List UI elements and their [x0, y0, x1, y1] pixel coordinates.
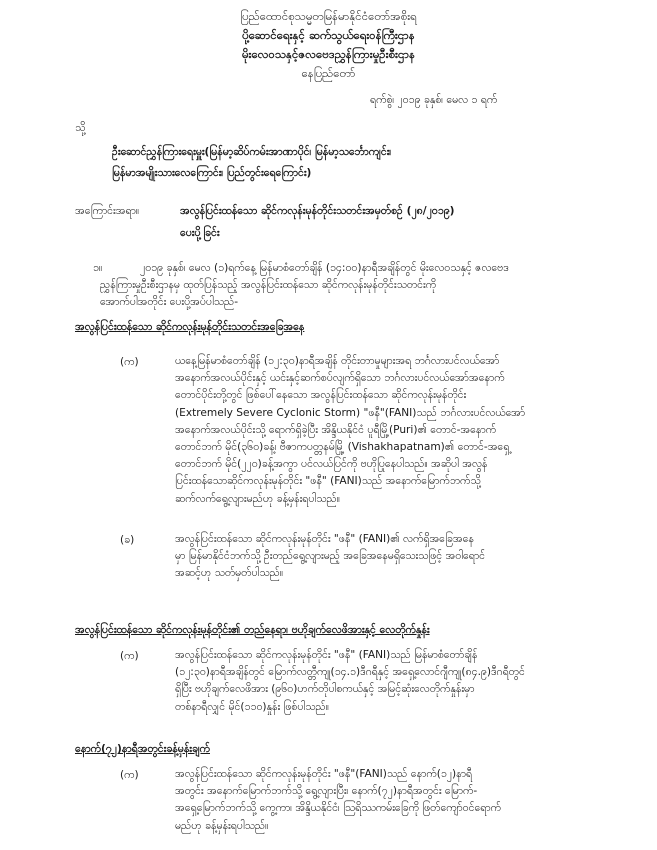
header-line-city: နေပြည်တော်: [301, 66, 356, 80]
text-line: အရှေ့မြောက်ဘက်သို့ ကွေ့ကာ၊ အိန္ဒိယနိုင်ငံ၊ ဩရိဿကမ်းခြေကို ဖြတ်ကျော်ဝင်ရောက်: [175, 802, 502, 815]
item-paragraph-location-a: [175, 647, 525, 716]
item-paragraph-situation-b: [175, 531, 485, 583]
text-line: တောင်ဘက် မိုင်(၂၂၀)ခန့်အကွာ ပင်လယ်ပြင်ကို ဗဟိုပြုနေပါသည်။ အဆိုပါ အလွန်: [175, 458, 488, 471]
section-heading-situation: အလွန်ပြင်းထန်သော ဆိုင်ကလုန်းမုန်တိုင်းသတင်းအခြေအနေ: [75, 321, 305, 333]
subject-line-2: ပေးပို့ခြင်း: [180, 227, 220, 239]
text-line: ပြင်းထန်သောဆိုင်ကလုန်းမုန်တိုင်း "ဖနီ" (FANI)သည် အနောက်မြောက်ဘက်သို့: [175, 475, 481, 488]
text-line: အနောက်အလယ်ပိုင်းနှင့် ယင်းနှင့်ဆက်စပ်လျက်ရှိသော ဘင်္ဂလားပင်လယ်အော်အနောက်: [175, 372, 505, 385]
text-line: ဆက်လက်ရွေ့လျားမည်ဟု ခန့်မှန်းရပါသည်။: [175, 492, 340, 505]
header-line-government: ပြည်ထောင်စုသမ္မတမြန်မာနိုင်ငံတော်အစိုးရ: [240, 9, 417, 23]
text-line: ၂၀၁၉ ခုနှစ်၊ မေလ (၁)ရက်နေ့ မြန်မာစံတော်ချိန် (၁၄:၀၀)နာရီအချိန်တွင် မိုးလေဝသနှင့် ဇလဗေဒ: [140, 262, 509, 274]
text-line: ယနေ့မြန်မာစံတော်ချိန် (၁၂:၃၀)နာရီအချိန် တိုင်းတာမှုများအရ ဘင်္ဂလားပင်လယ်အော်: [175, 355, 500, 367]
subject-label: အကြောင်းအရာ။: [75, 205, 140, 217]
text-line: (၁၂:၃၀)နာရီအချိန်တွင် မြောက်လတ္တီကျု(၁၄.၁)ဒီဂရီနှင့် အရှေ့လောင်ဂျီကျု(၈၄.၉)ဒီဂရီတွင်: [175, 666, 525, 679]
header-line-department: မိုးလေဝသနှင့်ဇလဗေဒညွှန်ကြားမှုဦးစီးဌာန: [241, 47, 416, 61]
text-line: အလွန်ပြင်းထန်သော ဆိုင်ကလုန်းမုန်တိုင်း "ဖနီ"(FANI)သည် နောက်(၁၂)နာရီ: [175, 768, 473, 780]
intro-paragraph: [100, 260, 509, 312]
item-paragraph-situation-a: [175, 353, 525, 508]
text-line: အောက်ပါအတိုင်း ပေးပို့အပ်ပါသည်-: [100, 296, 239, 309]
recipient-line-2: မြန်မာအမျိုးသားလေကြောင်း၊ ပြည်တွင်းရေကြောင်း): [112, 167, 312, 179]
section-heading-forecast: နောက်(၇၂)နာရီအတွင်းခန့်မှန်းချက်: [75, 743, 210, 755]
text-line: အနောက်အလယ်ပိုင်းသို့ ရောက်ရှိခဲ့ပြီး အိန္ဒိယနိုင်ငံ ပူရီမြို့(Puri)၏ တောင်-အနောက်: [175, 423, 497, 436]
header-line-ministry: ပို့ဆောင်ရေးနှင့် ဆက်သွယ်ရေးဝန်ကြီးဌာန: [242, 28, 415, 42]
section-heading-location: အလွန်ပြင်းထန်သော ဆိုင်ကလုန်းမုန်တိုင်း၏ တည်နေရာ၊ ဗဟိုချက်လေဖိအားနှင့် လေတိုက်နှုန်း: [75, 624, 430, 636]
text-line: တောင်ပိုင်းတို့တွင် ဖြစ်ပေါ်နေသော အလွန်ပြင်းထန်သော ဆိုင်ကလုန်းမုန်တိုင်း: [175, 389, 467, 402]
text-line: အဆင့်ဟု သတ်မှတ်ပါသည်။: [175, 567, 284, 580]
text-line: တစ်နာရီလျှင် မိုင်(၁၁၀)နှုန်း ဖြစ်ပါသည်။: [175, 700, 329, 713]
recipient-line-1: ဦးဆောင်ညွှန်ကြားရေးမှူး(မြန်မာ့ဆိပ်ကမ်းအာဏာပိုင်၊ မြန်မာ့သင်္ဘောကျင်း၊: [112, 146, 392, 158]
item-number: (က): [120, 356, 139, 368]
to-label: သို့: [75, 122, 86, 134]
item-number: (က): [120, 769, 139, 781]
text-line: တောင်ဘက် မိုင်(၃၆၀)ခန့်၊ ဗီဇာကပတ္တနမ်မြို့ (Vishakhapatnam)၏ တောင်-အရှေ့: [175, 441, 510, 454]
item-paragraph-forecast-a: [175, 766, 501, 835]
intro-number: ၁။: [93, 262, 103, 274]
text-line: ညွှန်ကြားမှုဦးစီးဌာနမှ ထုတ်ပြန်သည့် အလွန်ပြင်းထန်သော ဆိုင်ကလုန်းမုန်တိုင်းသတင်းကို: [100, 279, 437, 292]
document-date: ရက်စွဲ၊ ၂၀၁၉ ခုနှစ်၊ မေလ ၁ ရက်: [370, 94, 498, 106]
text-line: (Extremely Severe Cyclonic Storm) "ဖနီ"(FANI)သည် ဘင်္ဂလားပင်လယ်အော်: [175, 406, 526, 419]
text-line: ရှိပြီး ဗဟိုချက်လေဖိအား (၉၆၀)ဟက်တိုပါစကယ်နှင့် အမြင့်ဆုံးလေတိုက်နှုန်းမှာ: [175, 683, 475, 696]
text-line: မှာ မြန်မာနိုင်ငံဘက်သို့ ဦးတည်ရွေ့လျားမည့် အခြေအနေမရှိသေးသဖြင့် အဝါရောင်: [175, 550, 486, 563]
text-line: မည်ဟု ခန့်မှန်းရပါသည်။: [175, 819, 269, 832]
item-number: (က): [120, 650, 139, 662]
text-line: အလွန်ပြင်းထန်သော ဆိုင်ကလုန်းမုန်တိုင်း "ဖနီ" (FANI)သည် မြန်မာစံတော်ချိန်: [175, 649, 478, 661]
text-line: အတွင်း အနောက်မြောက်ဘက်သို့ ရွေ့လျားပြီး၊ နောက်(၇၂)နာရီအတွင်း မြောက်-: [175, 785, 478, 798]
text-line: အလွန်ပြင်းထန်သော ဆိုင်ကလုန်းမုန်တိုင်း "ဖနီ" (FANI)၏ လက်ရှိအခြေအနေ: [175, 533, 474, 545]
subject-line-1: အလွန်ပြင်းထန်သော ဆိုင်ကလုန်းမုန်တိုင်းသတင်းအမှတ်စဉ် (၂၈/၂၀၁၉): [180, 205, 455, 217]
item-number: (ခ): [120, 534, 135, 546]
